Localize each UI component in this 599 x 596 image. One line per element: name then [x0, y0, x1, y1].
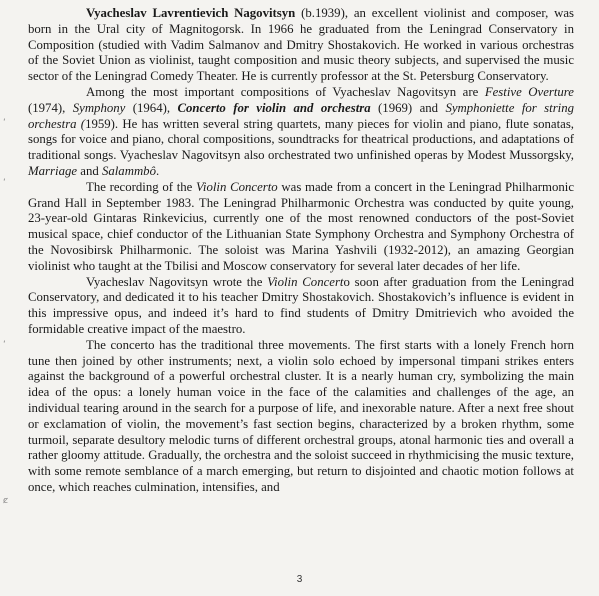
- work-title: Violin Concerto: [196, 179, 278, 194]
- text-run: and: [77, 163, 102, 178]
- text-run: (1974),: [28, 100, 73, 115]
- text-run: Among the most important compositions of Vyacheslav Nagovitsyn are: [86, 84, 485, 99]
- text-run: The concerto has the traditional three movements. The first starts with a lonely French horn tune then joined by other instruments; next, a violin solo echoed by impersonal timpani strikes enters against the background of a powerful orchestral cluster. It is a nearly human cry, symbolizing the main idea of the opus: a lonely human voice in the face of the calamities and challenges of the age, an individual tearing around in the search for a purpose of life, and inexorable nature. After a next free shout or exclamation of violin, the movement’s fast section begins, characterized by a broken rhythm, some turmoil, separate desultory melodic turns of different orchestral groups, atonal harmonic ties and overall a rather gloomy attitude. Gradually, the orchestra and the soloist succeed in rhythmicising the music texture, with some remote semblance of a march emerging, but return to disjointed and chaotic motion follows at once, which reaches culmination, intensifies, and: [28, 337, 574, 494]
- page-number: 3: [296, 574, 303, 585]
- text-run: The recording of the: [86, 179, 197, 194]
- work-title: Symphoniette for string orchestra (: [28, 100, 575, 131]
- composer-name: Vyacheslav Lavrentievich Nagovitsyn: [86, 6, 296, 20]
- work-title: Violin Concert: [267, 274, 344, 289]
- paragraph-compositions: [28, 85, 574, 180]
- work-title: Symphony: [72, 100, 126, 115]
- biography-text: (b.1939), an excellent violinist and composer, was born in the Ural city of Magnitogorsk. In 1966 he graduated from the Leningrad Conservatory in Composition (studied with Vadim Salmanov and Dmitry Shostakovich. He worked in various orchestras of the Soviet Union as violinist, taught composition and music theory subjects, and supervised the music sector of the Leningrad Comedy Theater. He is currently professor at the St. Petersburg Conservatory.: [28, 6, 574, 84]
- text-run: .: [155, 163, 160, 178]
- work-title: Marriage: [28, 163, 78, 178]
- work-title: Festive Overture: [484, 84, 574, 99]
- margin-mark: ʻ: [3, 340, 6, 350]
- paragraph-biography: [28, 6, 574, 85]
- work-title: Salammbô: [101, 163, 156, 178]
- text-run: Vyacheslav Nagovitsyn wrote the: [86, 274, 268, 289]
- paragraph-dedication: [28, 275, 574, 338]
- work-title-highlight: Concerto for violin and orchestra: [177, 100, 371, 115]
- document-body: [28, 6, 574, 496]
- text-run: (1964),: [125, 100, 178, 115]
- text-run: was made from a concert in the Leningrad Philharmonic Grand Hall in September 1983. The Leningrad Philharmonic Orchestra was conducted by quite young, 23-year-old Gintaras Rinkevicius, currently one of the most renowned conductors of the post-Soviet musical space, chief conductor of the Lithuanian State Symphony Orchestra and Symphony Orchestra of the Novosibirsk Philharmonic. The soloist was Marina Yashvili (1932-2012), an amazing Georgian violinist who taught at the Tbilisi and Moscow conservatory for several later decades of her life.: [28, 179, 575, 273]
- text-run: o soon after graduation from the Leningrad Conservatory, and dedicated it to his teacher Dmitry Shostakovich. Shostakovich’s influence is evident in this impressive opus, and indeed it’s hard to find students of Dmitry Dmitrievich who avoided the formidable creative impact of the maestro.: [28, 274, 574, 336]
- text-run: (1969) and: [370, 100, 446, 115]
- margin-mark: ȼ: [3, 496, 8, 506]
- text-run: 1959). He has written several string quartets, many pieces for violin and piano, flute sonatas, songs for voice and piano, choral compositions, soundtracks for theatrical productions, and adaptations of traditional songs. Vyacheslav Nagovitsyn also orchestrated two unfinished operas by Modest Mussorgsky,: [28, 116, 575, 163]
- paragraph-movements: [28, 338, 574, 496]
- margin-mark: ʻ: [3, 178, 6, 188]
- margin-mark: ʻ: [3, 118, 6, 128]
- paragraph-recording: [28, 180, 574, 275]
